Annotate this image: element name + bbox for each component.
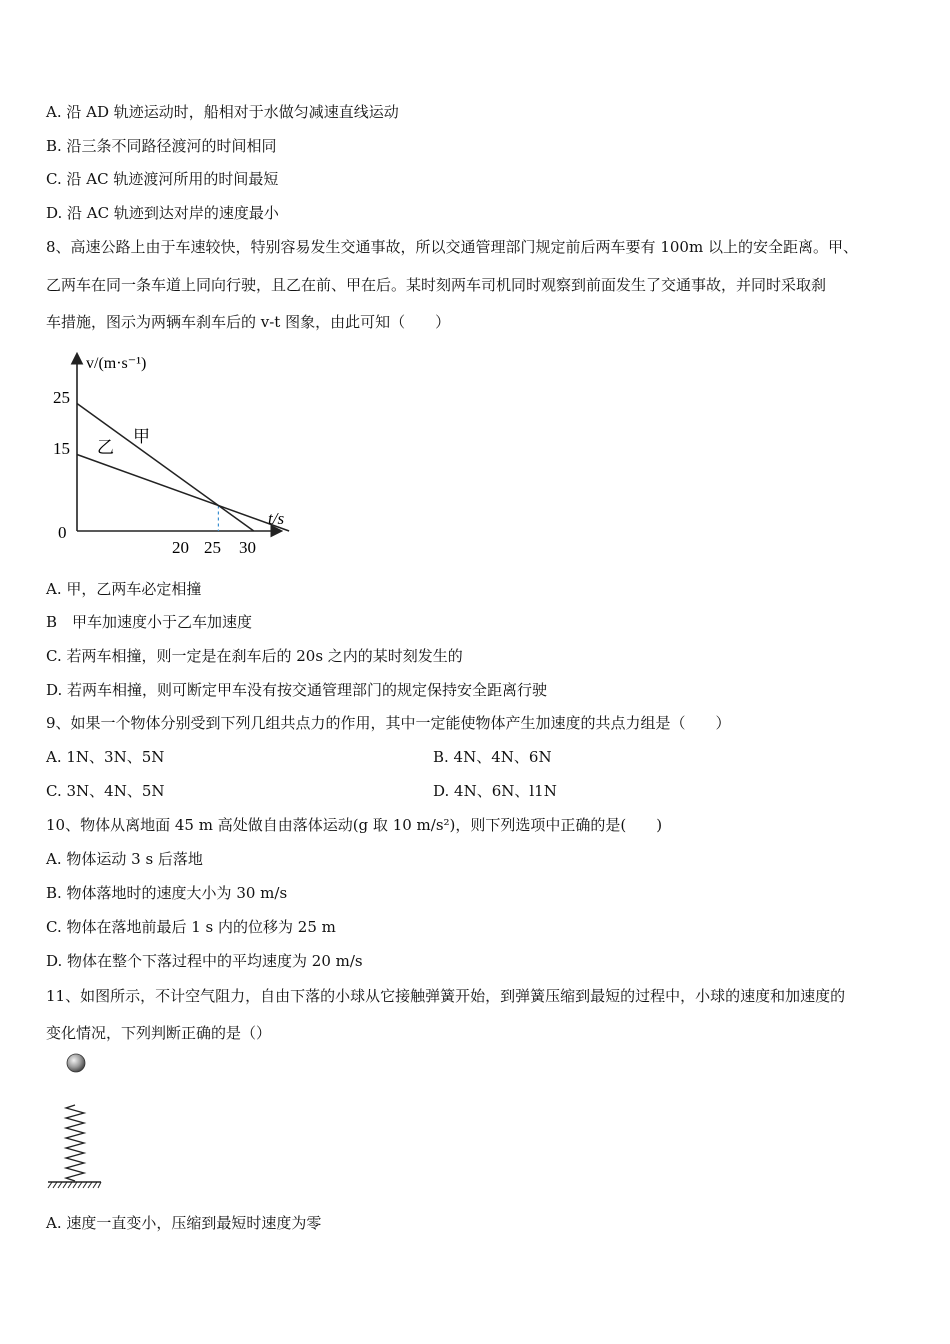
q10-option-c: C. 物体在落地前最后 1 s 内的位移为 25 m	[46, 918, 336, 936]
q10-stem: 10、物体从离地面 45 m 高处做自由落体运动(g 取 10 m/s²)，则下列选项中正确的是( )	[46, 816, 663, 834]
q11-option-a: A. 速度一直变小，压缩到最短时速度为零	[46, 1214, 322, 1232]
y-tick-15: 15	[53, 439, 70, 458]
q8-option-d: D. 若两车相撞，则可断定甲车没有按交通管理部门的规定保持安全距离行驶	[46, 681, 548, 699]
series-line-yi	[77, 455, 289, 532]
q8-stem-line-2: 乙两车在同一条车道上同向行驶，且乙在前、甲在后。某时刻两车司机同时观察到前面发生了交通事故，并同时采取刹	[46, 276, 827, 294]
q9-option-d: D. 4N、6N、l1N	[433, 782, 557, 800]
spring	[66, 1105, 84, 1181]
q8-option-b: B 甲车加速度小于乙车加速度	[46, 613, 253, 631]
q8-option-c: C. 若两车相撞，则一定是在刹车后的 20s 之内的某时刻发生的	[46, 647, 463, 665]
q11-stem-line-1: 11、如图所示，不计空气阻力，自由下落的小球从它接触弹簧开始，到弹簧压缩到最短的过程中，小球的速度和加速度的	[46, 987, 846, 1005]
y-axis-label: v/(m·s⁻¹)	[86, 355, 147, 372]
q7-option-c: C. 沿 AC 轨迹渡河所用的时间最短	[46, 170, 279, 188]
series-line-jia	[77, 404, 254, 532]
origin-label: 0	[58, 523, 67, 542]
x-tick-20: 20	[172, 538, 189, 557]
q7-option-d: D. 沿 AC 轨迹到达对岸的速度最小	[46, 204, 279, 222]
series-label-yi: 乙	[97, 438, 114, 457]
x-axis-label: t/s	[268, 509, 285, 528]
q11-stem-line-2: 变化情况，下列判断正确的是（）	[46, 1024, 272, 1042]
ball	[67, 1054, 85, 1072]
y-tick-25: 25	[53, 388, 70, 407]
q9-stem: 9、如果一个物体分别受到下列几组共点力的作用，其中一定能使物体产生加速度的共点力组是（ ）	[46, 714, 731, 732]
q9-option-c: C. 3N、4N、5N	[46, 782, 165, 800]
q8-option-a: A. 甲，乙两车必定相撞	[46, 580, 202, 598]
q10-option-b: B. 物体落地时的速度大小为 30 m/s	[46, 884, 288, 902]
x-tick-30: 30	[239, 538, 256, 557]
q7-option-a: A. 沿 AD 轨迹运动时，船相对于水做匀减速直线运动	[46, 103, 399, 121]
q8-stem-line-3: 车措施，图示为两辆车刹车后的 v-t 图象，由此可知（ ）	[46, 313, 451, 331]
ground-hatch	[48, 1182, 101, 1188]
vt-graph	[40, 345, 300, 560]
q10-option-a: A. 物体运动 3 s 后落地	[46, 850, 203, 868]
q10-option-d: D. 物体在整个下落过程中的平均速度为 20 m/s	[46, 952, 363, 970]
q8-stem-line-1: 8、高速公路上由于车速较快，特别容易发生交通事故，所以交通管理部门规定前后两车要有 100m 以上的安全距离。甲、	[46, 238, 858, 256]
x-tick-25: 25	[204, 538, 221, 557]
q7-option-b: B. 沿三条不同路径渡河的时间相同	[46, 137, 277, 155]
spring-ball-figure	[44, 1050, 114, 1195]
q9-option-a: A. 1N、3N、5N	[46, 748, 165, 766]
q9-option-b: B. 4N、4N、6N	[433, 748, 552, 766]
series-label-jia: 甲	[133, 427, 150, 446]
